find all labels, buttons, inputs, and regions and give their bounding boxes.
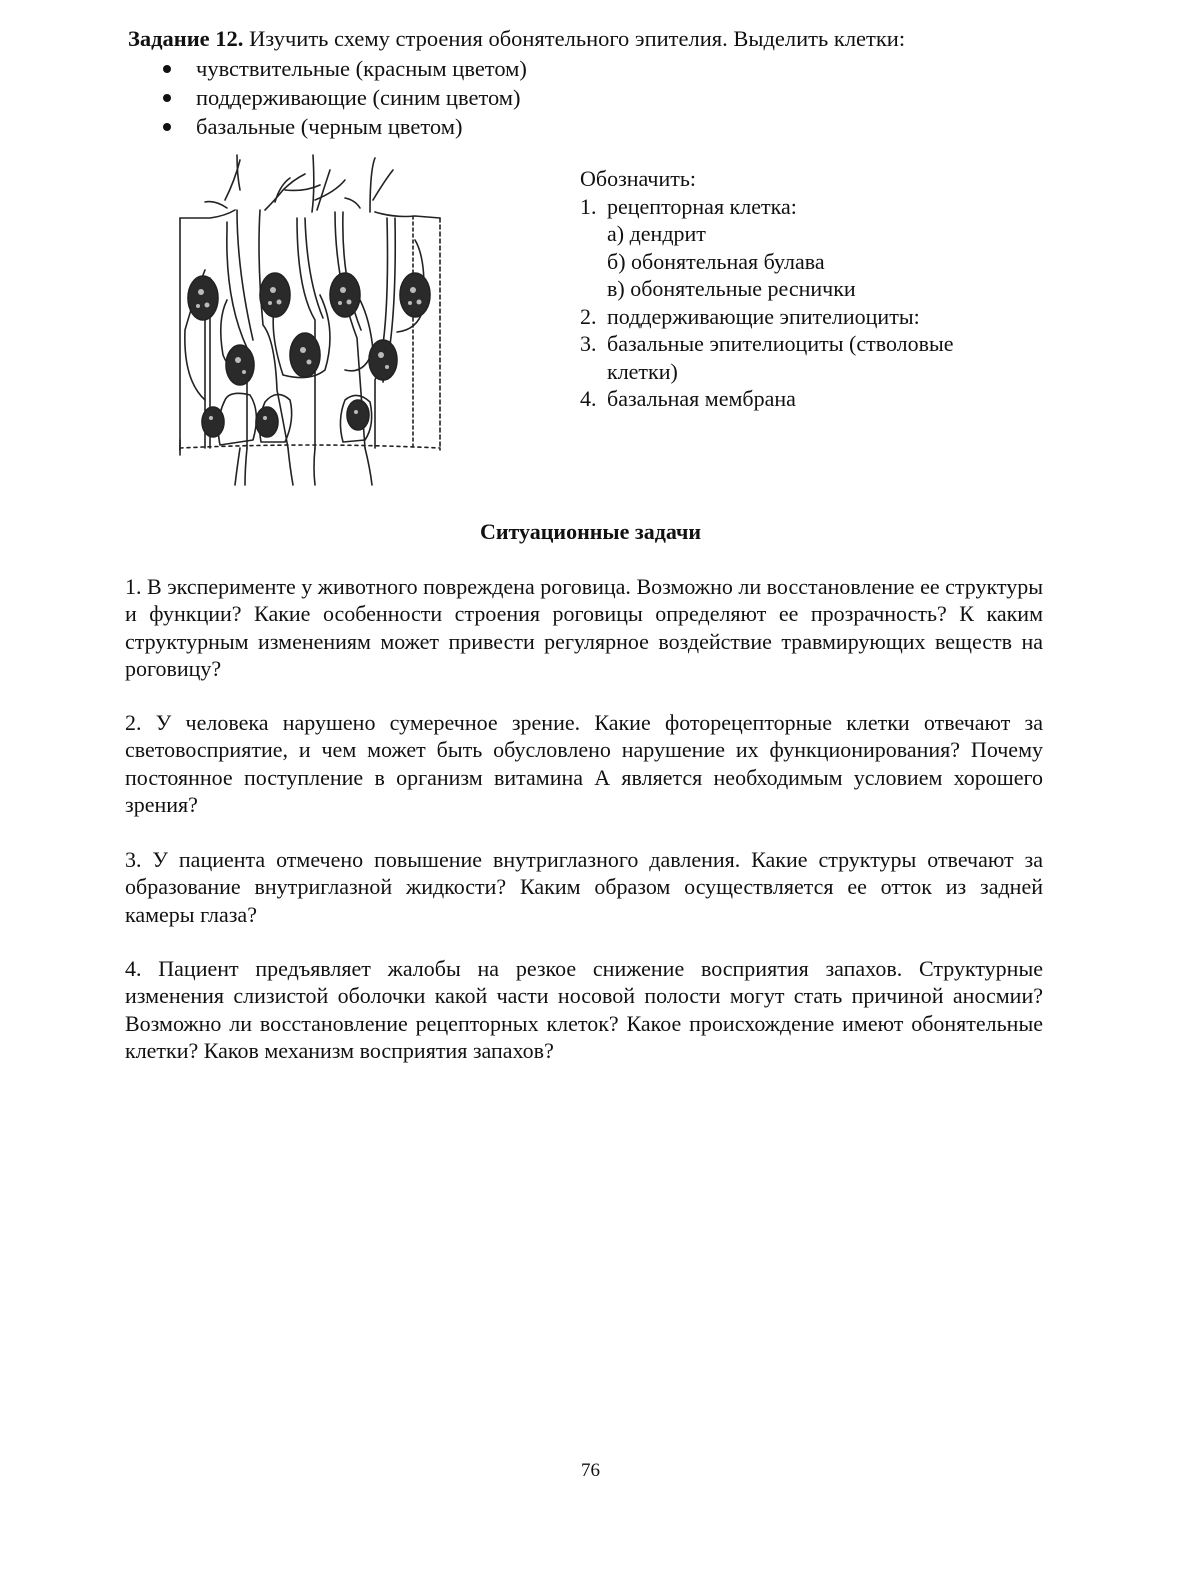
legend-subitem: в) обонятельные реснички (607, 276, 856, 301)
section-title: Ситуационные задачи (479, 519, 702, 544)
problem-paragraph: 1. В эксперименте у животного повреждена роговица. Возможно ли восстановление ее структуры и функции? Какие особенности строения роговицы определяют ее прозрачность? К каким структурным изменениям может привести регулярное воздействие травмирующих веществ на роговицу? (125, 574, 1043, 681)
legend (580, 165, 954, 413)
task-header (128, 24, 905, 54)
legend-title: Обозначить: (580, 166, 697, 191)
legend-item: 3. базальные эпителиоциты (стволовые (580, 331, 954, 356)
list-item: базальные (черным цветом) (163, 112, 527, 141)
problem-paragraph: 2. У человека нарушено сумеречное зрение. Какие фоторецепторные клетки отвечают за световосприятие, и чем может быть обусловлено нарушение их функционирования? Почему постоянное поступление в организм витамина А является необходимым условием хорошего зрения? (125, 710, 1043, 817)
bullet-icon (163, 94, 171, 102)
page-number: 76 (581, 1460, 600, 1481)
problem-paragraph: 3. У пациента отмечено повышение внутриглазного давления. Какие структуры отвечают за образование внутриглазной жидкости? Каким образом осуществляется ее отток из задней камеры глаза? (125, 847, 1043, 927)
task-label: Задание 12. (128, 26, 244, 51)
legend-subitem: клетки) (607, 358, 678, 384)
legend-item: 1. рецепторная клетка: (580, 193, 797, 219)
legend-item: 4. базальная мембрана (580, 386, 796, 411)
task-text: Изучить схему строения обонятельного эпителия. Выделить клетки: (243, 26, 906, 51)
problem-paragraph: 4. Пациент предъявляет жалобы на резкое снижение восприятия запахов. Структурные изменения слизистой оболочки какой части носовой полости могут стать причиной аносмии? Возможно ли восстановление рецепторных клеток? Какое происхождение имеют обонятельные клетки? Каков механизм восприятия запахов? (125, 956, 1043, 1063)
legend-item: 2. поддерживающие эпителиоциты: (580, 303, 920, 329)
bullet-icon (163, 123, 171, 131)
list-item: чувствительные (красным цветом) (163, 54, 527, 83)
list-item: поддерживающие (синим цветом) (163, 83, 527, 112)
olfactory-epithelium-diagram (165, 150, 455, 490)
cell-type-list (163, 54, 527, 141)
legend-subitem: б) обонятельная булава (607, 248, 825, 274)
bullet-icon (163, 65, 171, 73)
legend-subitem: а) дендрит (607, 221, 706, 246)
